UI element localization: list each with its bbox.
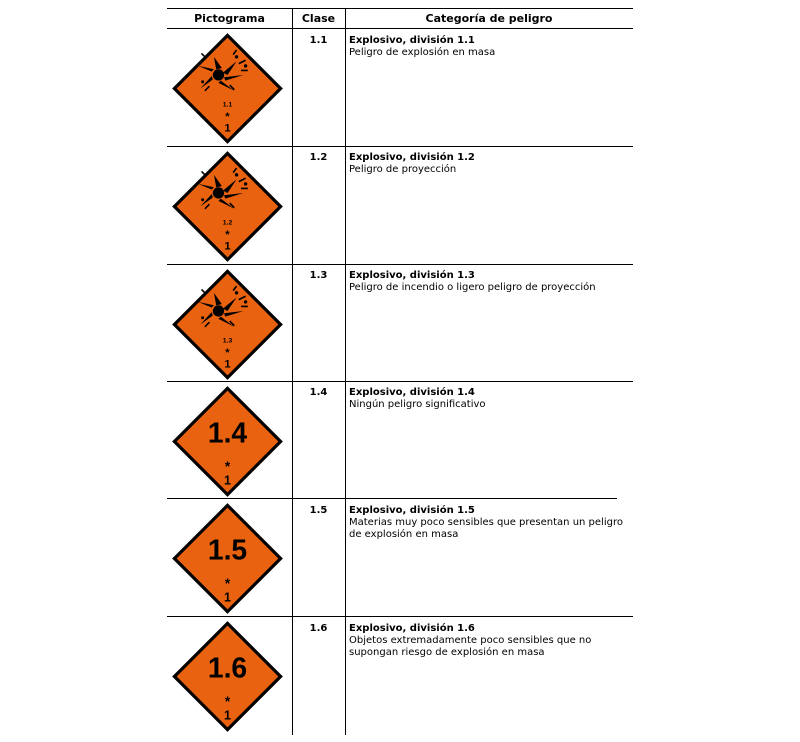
star-mark: *	[225, 111, 230, 124]
category-description: Peligro de explosión en masa	[349, 47, 496, 58]
category-cell	[349, 623, 629, 659]
division-number-pictogram	[171, 620, 284, 733]
division-number: 1.5	[207, 533, 248, 566]
explosive-pictogram	[171, 150, 284, 263]
category-cell	[349, 387, 629, 411]
header-pictogram: Pictograma	[194, 11, 265, 25]
division-number-pictogram	[171, 385, 284, 498]
division-label: 1.3	[222, 337, 233, 345]
class-cell: 1.6	[309, 623, 328, 634]
division-label: 1.2	[222, 219, 233, 227]
category-title: Explosivo, división 1.2	[349, 152, 475, 163]
class-cell: 1.1	[309, 35, 328, 46]
category-title: Explosivo, división 1.1	[349, 35, 475, 46]
category-description: Ningún peligro significativo	[349, 399, 486, 410]
category-title: Explosivo, división 1.5	[349, 505, 475, 516]
row-divider	[167, 381, 633, 382]
category-description: Peligro de incendio o ligero peligro de proyección	[349, 282, 596, 293]
header-category: Categoría de peligro	[425, 11, 553, 25]
star-mark: *	[225, 229, 230, 242]
column-divider-2	[345, 8, 346, 735]
category-title: Explosivo, división 1.3	[349, 270, 475, 281]
category-cell	[349, 270, 629, 294]
class-number: 1	[224, 590, 231, 605]
class-cell: 1.4	[309, 387, 328, 398]
category-description: Materias muy poco sensibles que presentan un peligro de explosión en masa	[349, 517, 623, 540]
category-description: Peligro de proyección	[349, 164, 457, 175]
row-divider	[167, 616, 633, 617]
row-divider	[167, 264, 633, 265]
class-cell: 1.5	[309, 505, 328, 516]
class-number: 1	[224, 240, 231, 253]
category-title: Explosivo, división 1.6	[349, 623, 475, 634]
explosive-pictogram	[171, 268, 284, 381]
star-mark: *	[224, 458, 231, 474]
class-cell: 1.2	[309, 152, 328, 163]
class-number: 1	[224, 708, 231, 723]
header-bottom-border	[167, 28, 633, 29]
class-cell: 1.3	[309, 270, 328, 281]
star-mark: *	[225, 347, 230, 360]
header-class: Clase	[301, 11, 336, 25]
division-number-pictogram	[171, 502, 284, 615]
division-number: 1.6	[207, 651, 248, 684]
explosive-pictogram	[171, 32, 284, 145]
category-cell	[349, 505, 629, 541]
category-cell	[349, 35, 629, 59]
star-mark: *	[224, 575, 231, 591]
class-number: 1	[224, 473, 231, 488]
table-top-border	[167, 8, 633, 9]
division-number: 1.4	[207, 416, 248, 449]
row-divider	[167, 146, 633, 147]
row-divider	[167, 498, 617, 499]
category-title: Explosivo, división 1.4	[349, 387, 475, 398]
category-cell	[349, 152, 629, 176]
division-label: 1.1	[222, 101, 233, 109]
category-description: Objetos extremadamente poco sensibles que no supongan riesgo de explosión en masa	[349, 635, 592, 658]
star-mark: *	[224, 693, 231, 709]
class-number: 1	[224, 358, 231, 371]
class-number: 1	[224, 122, 231, 135]
